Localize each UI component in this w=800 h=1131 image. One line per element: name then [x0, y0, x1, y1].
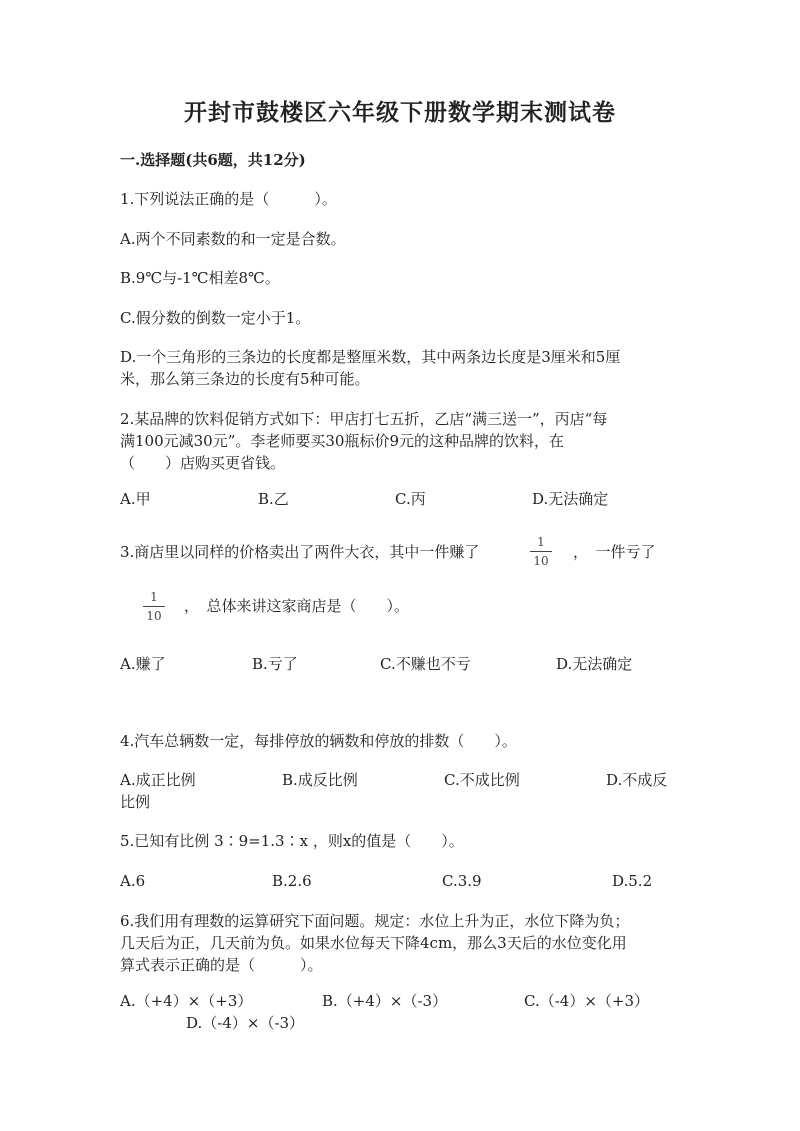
question-2-line1: 2.某品牌的饮料促销方式如下：甲店打七五折，乙店“满三送一”，丙店“每: [120, 410, 608, 428]
question-6-line2: 几天后为正，几天前为负。如果水位每天下降4cm，那么3天后的水位变化用: [120, 934, 627, 952]
question-1-stem: 1.下列说法正确的是（ ）。: [120, 190, 337, 208]
question-3-text-part1: 3.商店里以同样的价格卖出了两件大衣，其中一件赚了: [120, 543, 480, 561]
question-2-option-a: A.甲: [120, 490, 151, 508]
fraction-bar: [530, 551, 552, 552]
question-1-option-d-line1: D.一个三角形的三条边的长度都是整厘米数，其中两条边长度是3厘米和5厘: [120, 348, 621, 366]
question-1-option-c: C.假分数的倒数一定小于1。: [120, 309, 311, 327]
question-1-option-d-line2: 米，那么第三条边的长度有5种可能。: [120, 370, 370, 388]
question-3-option-d: D.无法确定: [556, 655, 633, 673]
question-6-line1: 6.我们用有理数的运算研究下面问题。规定：水位上升为正，水位下降为负；: [120, 912, 630, 930]
question-4-stem: 4.汽车总辆数一定，每排停放的辆数和停放的排数（ ）。: [120, 732, 517, 750]
question-4-option-b: B.成反比例: [282, 771, 358, 789]
question-3-option-a: A.赚了: [120, 655, 166, 673]
question-1-option-b: B.9℃与-1℃相差8℃。: [120, 269, 280, 287]
question-2-line3: （ ）店购买更省钱。: [120, 454, 286, 472]
fraction-numerator: 1: [537, 535, 545, 549]
fraction-bar: [143, 606, 165, 607]
question-3-fraction-1: [529, 535, 553, 568]
question-2-option-d: D.无法确定: [532, 490, 609, 508]
question-3-fraction-2: [142, 590, 166, 623]
section-heading: 一.选择题(共6题，共12分): [120, 151, 306, 169]
question-4-option-c: C.不成比例: [444, 771, 520, 789]
question-3-option-c: C.不赚也不亏: [380, 655, 471, 673]
question-6-line3: 算式表示正确的是（ ）。: [120, 956, 323, 974]
question-5-option-a: A.6: [120, 872, 146, 890]
page-title: 开封市鼓楼区六年级下册数学期末测试卷: [184, 99, 616, 126]
question-1-option-a: A.两个不同素数的和一定是合数。: [120, 230, 346, 248]
question-5-option-d: D.5.2: [612, 872, 653, 890]
question-2-option-b: B.乙: [258, 490, 289, 508]
question-4-option-d-line2: 比例: [120, 793, 151, 811]
question-2-option-c: C.丙: [395, 490, 426, 508]
question-5-stem: 5.已知有比例 3∶9=1.3∶x ，则x的值是（ ）。: [120, 832, 464, 850]
question-4-option-d-line1: D.不成反: [606, 771, 668, 789]
question-6-option-d: D.（-4）×（-3）: [186, 1014, 305, 1032]
question-6-option-b: B.（+4）×（-3）: [322, 992, 448, 1010]
question-6-option-a: A.（+4）×（+3）: [120, 992, 253, 1010]
fraction-numerator: 1: [150, 590, 158, 604]
question-5-option-c: C.3.9: [442, 872, 482, 890]
question-6-option-c: C.（-4）×（+3）: [524, 992, 650, 1010]
question-3-option-b: B.亏了: [252, 655, 298, 673]
question-3-text-part2: ， 一件亏了: [573, 543, 656, 561]
question-5-option-b: B.2.6: [272, 872, 312, 890]
question-2-line2: 满100元减30元”。李老师要买30瓶标价9元的这种品牌的饮料，在: [120, 432, 565, 450]
fraction-denominator: 10: [146, 609, 162, 623]
question-4-option-a: A.成正比例: [120, 771, 196, 789]
question-3-text-part3: ， 总体来讲这家商店是（ ）。: [184, 597, 410, 615]
fraction-denominator: 10: [533, 554, 549, 568]
